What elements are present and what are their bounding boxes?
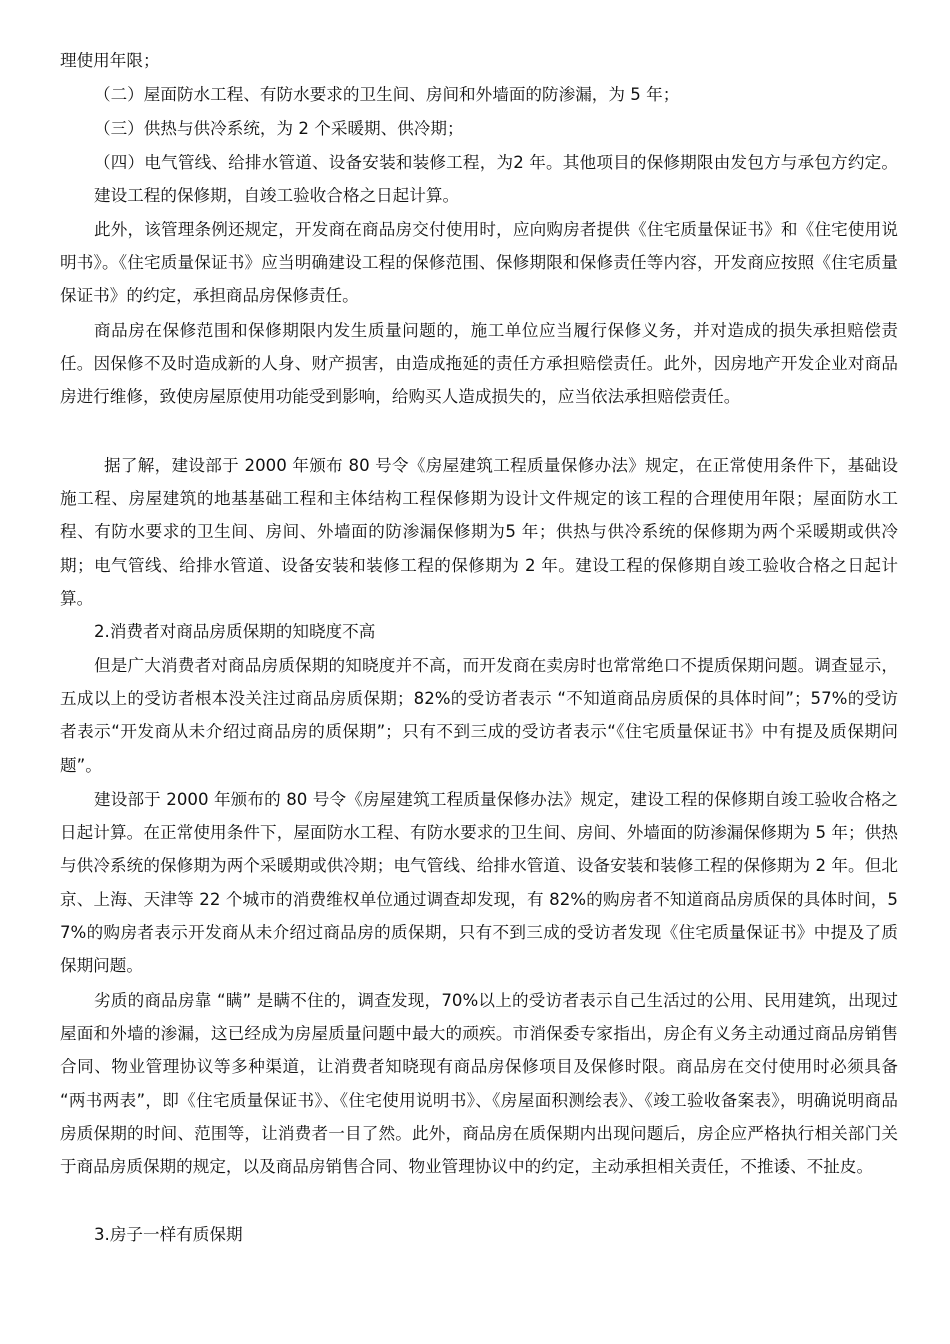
paragraph-survey-results: 但是广大消费者对商品房质保期的知晓度并不高，而开发商在卖房时也常常绝口不提质保期问题。调查显示，五成以上的受访者根本没关注过商品房质保期；82%的受访者表示 “不知道商品房质保的具体时间”；57%的受访者表示“开发商从未介绍过商品房的质保期”；只有不到三成的受访者表示“《住宅质量保证书》中有提及质保期问题”。 [60, 656, 898, 775]
paragraph-item-3-heating-cooling: （三）供热与供冷系统，为 2 个采暖期、供冷期； [94, 119, 464, 138]
paragraph-ministry-order-findings: 建设部于 2000 年颁布的 80 号令《房屋建筑工程质量保修办法》规定，建设工程的保修期自竣工验收合格之日起计算。在正常使用条件下，屋面防水工程、有防水要求的卫生间、房间、外墙面的防渗漏保修期为 5 年；供热与供冷系统的保修期为两个采暖期或供冷期；电气管线、给排水管道、设备安装和装修工程的保修期为 2 年。但北京、上海、天津等 22 个城市的消费维权单位通过调查却发现，有 82%的购房者不知道商品房质保的具体时间，57%的购房者表示开发商从未介绍过商品房的质保期，只有不到三成的受访者发现《住宅质量保证书》中提及了质保期问题。 [60, 790, 898, 976]
paragraph-warranty-structure-tail: 理使用年限； [60, 51, 160, 70]
section-heading-2-consumer-awareness: 2.消费者对商品房质保期的知晓度不高 [94, 622, 376, 641]
paragraph-developer-obligations: 此外，该管理条例还规定，开发商在商品房交付使用时，应向购房者提供《住宅质量保证书》和《住宅使用说明书》。《住宅质量保证书》应当明确建设工程的保修范围、保修期限和保修责任等内容，开发商应按照《住宅质量保证书》的约定，承担商品房保修责任。 [60, 220, 898, 306]
paragraph-item-4-electrical-plumbing: （四）电气管线、给排水管道、设备安装和装修工程，为2 年。其他项目的保修期限由发包方与承包方约定。建设工程的保修期，自竣工验收合格之日起计算。 [94, 153, 898, 206]
paragraph-inferior-housing: 劣质的商品房靠 “瞒” 是瞒不住的，调查发现，70%以上的受访者表示自己生活过的公用、民用建筑，出现过屋面和外墙的渗漏，这已经成为房屋质量问题中最大的顽疾。市消保委专家指出，房企有义务主动通过商品房销售合同、物业管理协议等多种渠道，让消费者知晓现有商品房保修项目及保修时限。商品房在交付使用时必须具备 “两书两表”，即《住宅质量保证书》、《住宅使用说明书》、《房屋面积测绘表》、《竣工验收备案表》，明确说明商品房质保期的时间、范围等，让消费者一目了然。此外，商品房在质保期内出现问题后，房企应严格执行相关部门关于商品房质保期的规定，以及商品房销售合同、物业管理协议中的约定，主动承担相关责任，不推诿、不扯皮。 [60, 991, 898, 1177]
paragraph-ministry-order-80: 据了解，建设部于 2000 年颁布 80 号令《房屋建筑工程质量保修办法》规定，在正常使用条件下，基础设施工程、房屋建筑的地基基础工程和主体结构工程保修期为设计文件规定的该工程的合理使用年限；屋面防水工程、有防水要求的卫生间、房间、外墙面的防渗漏保修期为5 年；供热与供冷系统的保修期为两个采暖期或供冷期；电气管线、给排水管道、设备安装和装修工程的保修期为 2 年。建设工程的保修期自竣工验收合格之日起计算。 [60, 456, 898, 608]
paragraph-repair-liability: 商品房在保修范围和保修期限内发生质量问题的，施工单位应当履行保修义务，并对造成的损失承担赔偿责任。因保修不及时造成新的人身、财产损害，由造成拖延的责任方承担赔偿责任。此外，因房地产开发企业对商品房进行维修，致使房屋原使用功能受到影响，给购买人造成损失的，应当依法承担赔偿责任。 [60, 321, 898, 407]
section-heading-3-house-warranty: 3.房子一样有质保期 [94, 1225, 243, 1244]
paragraph-item-2-roof-waterproofing: （二）屋面防水工程、有防水要求的卫生间、房间和外墙面的防渗漏，为 5 年； [94, 85, 680, 104]
